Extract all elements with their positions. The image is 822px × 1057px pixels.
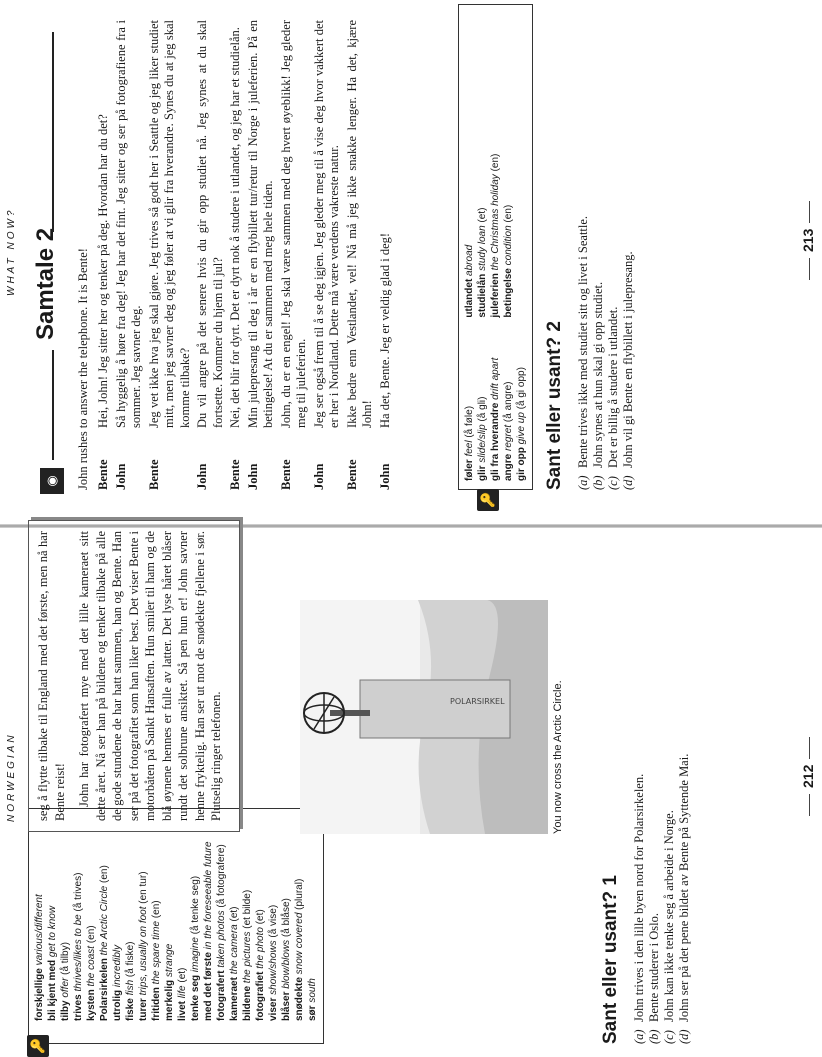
- vocab-gloss: imagine: [190, 937, 201, 973]
- vocab-gloss: taken photos: [216, 910, 227, 968]
- dialogue-text: Ikke bedre enn Vestlandet, vel! Nå må jeg ikke snakke lenger. Ha det, kjære John!: [344, 20, 374, 428]
- vocab-gloss: fish: [125, 979, 136, 996]
- vocabulary-box: [28, 808, 324, 1055]
- quiz-section: [544, 20, 636, 490]
- running-head: WHAT NOW?: [6, 207, 17, 296]
- quiz-title: Sant eller usant? 2: [544, 321, 565, 490]
- quiz-item-text: John synes at hun skal gi opp studiet.: [591, 281, 605, 468]
- vocab-note: (å tilby): [60, 942, 71, 978]
- dialogue-line: [96, 20, 112, 490]
- vocab-entry: [111, 815, 124, 1021]
- speaker-name: John: [377, 463, 392, 490]
- key-icon: 🔑: [27, 1035, 49, 1057]
- vocab-gloss: various/different: [34, 894, 45, 966]
- vocab-term: bildene: [242, 985, 253, 1021]
- dialogue-text: Jeg ser også frem til å se deg igjen. Jeg gleder meg til å vise deg hvor vakkert det er her i Nordland. Dette må være verdens vakreste natur.: [311, 20, 341, 428]
- vocab-entry: [215, 815, 228, 1021]
- right-page: [0, 0, 822, 526]
- left-page: [0, 526, 822, 1055]
- quiz-item: [647, 544, 662, 1044]
- dialogue-text: John, du er en engel! Jeg skal være sammen med deg hvert øyeblikk! Jeg gleder meg til juleferien.: [278, 20, 308, 428]
- quiz-item-text: Bente trives ikke med studiet sitt og livet i Seattle.: [576, 215, 590, 468]
- title-rule: [52, 350, 54, 460]
- vocab-note: (en): [503, 204, 514, 226]
- quiz-item-label: (a): [632, 1029, 646, 1044]
- vocab-term: snødekte: [294, 977, 305, 1021]
- dialogue: [96, 20, 395, 490]
- vocab-gloss: life: [177, 985, 188, 999]
- vocab-note: (et): [177, 967, 188, 986]
- vocab-term: betingelse: [503, 268, 514, 318]
- quiz-item-text: John trives i den lille byen nord for Polarsirkelen.: [632, 773, 646, 1022]
- dialogue-text: Hei, John! Jeg sitter her og tenker på deg. Hvordan har du det?: [96, 114, 110, 428]
- speaker-name: John: [195, 463, 209, 490]
- vocab-term: utrolig: [112, 989, 123, 1021]
- photo-caption: You now cross the Arctic Circle.: [552, 680, 564, 834]
- vocab-note: (å gi opp): [516, 367, 527, 413]
- vocab-entry: [189, 815, 202, 1021]
- vocab-term: livet: [177, 1000, 188, 1021]
- vocab-gloss: drift apart: [490, 357, 501, 400]
- dialogue-line: [147, 20, 194, 490]
- dialogue-line: [246, 20, 277, 490]
- vocab-note: (en): [151, 900, 162, 921]
- vocab-entry: [124, 815, 137, 1021]
- vocab-note: (å tenke seg): [190, 875, 201, 938]
- vocab-gloss: strange: [164, 943, 175, 978]
- dialogue-title: Samtale 2: [32, 227, 59, 340]
- vocabulary-list: [33, 815, 319, 1021]
- quiz-item-label: (d): [677, 1029, 691, 1044]
- vocab-note: (å gli): [477, 396, 488, 425]
- vocab-note: (et): [229, 906, 240, 925]
- vocab-term: tenke seg: [190, 974, 201, 1021]
- vocabulary-list: [463, 154, 528, 318]
- dialogue-line: [345, 20, 376, 490]
- vocab-gloss: in the foreseeable future: [203, 841, 214, 950]
- dialogue-header: [30, 24, 70, 494]
- quiz-item: [576, 20, 591, 490]
- vocab-gloss: trips, usually on foot: [138, 906, 149, 996]
- speaker-name: Bente: [344, 459, 359, 490]
- speaker-name: John: [245, 463, 260, 490]
- quiz-item: [662, 544, 677, 1044]
- quiz-item-label: (a): [576, 475, 590, 490]
- vocab-entry: [502, 358, 515, 481]
- vocab-note: (å blåse): [281, 898, 292, 940]
- vocab-note: (å vise): [268, 904, 279, 941]
- vocab-note: (å angre): [503, 381, 514, 425]
- vocab-gloss: incredibly: [112, 944, 123, 988]
- vocab-term: føler: [464, 459, 475, 481]
- vocab-entry: [489, 358, 502, 481]
- speaker-name: Bente: [96, 459, 110, 490]
- vocab-entry: [202, 815, 215, 1021]
- vocab-term: fotografiet: [255, 971, 266, 1021]
- reading-paragraph: seg å flytte tilbake til England med det første, men nå har Bente reist!: [36, 531, 67, 821]
- vocab-term: utlandet: [464, 278, 475, 318]
- vocab-term: Polarsirkelen: [99, 958, 110, 1021]
- quiz-item: [606, 20, 621, 490]
- vocab-gloss: thrives/likes to be: [73, 914, 84, 992]
- vocab-note: (en): [99, 865, 110, 886]
- vocab-entry: [241, 815, 254, 1021]
- vocab-note: (å føle): [464, 405, 475, 441]
- vocab-term: gli fra hverandre: [490, 402, 501, 481]
- vocab-note: (å trives): [73, 872, 84, 915]
- speaker-name: Bente: [228, 459, 242, 490]
- vocab-term: turer: [138, 998, 149, 1021]
- dialogue-line: [279, 20, 310, 490]
- vocab-entry: [150, 815, 163, 1021]
- vocab-gloss: the spare time: [151, 920, 162, 985]
- key-icon: 🔑: [477, 489, 499, 511]
- page-number: 212: [800, 731, 816, 822]
- dialogue-line: [312, 20, 343, 490]
- vocab-gloss: blow/blows: [281, 939, 292, 989]
- vocab-term: kysten: [86, 989, 97, 1021]
- vocab-entry: [267, 815, 280, 1021]
- vocab-gloss: the coast: [86, 945, 97, 987]
- vocab-entry: [228, 815, 241, 1021]
- speaker-name: Bente: [146, 459, 161, 490]
- dialogue-text: Jeg vet ikke hva jeg skal gjøre. Jeg trives så godt her i Seattle og jeg liker studiet mitt, men jeg savner deg og jeg føler at vi glir fra hverandre. Synes du at jeg skal komme tilbake?: [146, 20, 192, 428]
- reading-passage: [28, 520, 240, 832]
- quiz-items: [632, 544, 692, 1044]
- vocab-gloss: south: [307, 978, 318, 1003]
- vocab-term: tilby: [60, 1000, 71, 1021]
- vocab-gloss: the Arctic Circle: [99, 885, 110, 956]
- quiz-item-text: Det er billig å studere i utlandet.: [606, 306, 620, 468]
- vocab-term: gir opp: [516, 447, 527, 481]
- quiz-item-label: (b): [591, 475, 605, 490]
- dialogue-text: Ha det, Bente. Jeg er veldig glad i deg!: [377, 232, 392, 428]
- vocab-gloss: get to know: [47, 905, 58, 958]
- quiz-item: [621, 20, 636, 490]
- vocab-gloss: offer: [60, 977, 71, 998]
- vocab-gloss: show/shows: [268, 940, 279, 995]
- vocab-term: studielån: [477, 273, 488, 318]
- quiz-item-text: John ser på det pene bildet av Bente på Syttende Mai.: [677, 753, 691, 1022]
- running-head: NORWEGIAN: [6, 732, 17, 822]
- vocab-gloss: condition: [503, 225, 514, 266]
- vocab-note: (et): [255, 909, 266, 928]
- vocab-term: fritiden: [151, 987, 162, 1021]
- quiz-item-label: (d): [621, 475, 635, 490]
- vocab-entry: [489, 154, 502, 318]
- dialogue-line: [114, 20, 145, 490]
- vocab-term: sør: [307, 1005, 318, 1021]
- dialogue-line: [228, 20, 244, 490]
- title-rule: [52, 32, 54, 232]
- speaker-name: Bente: [278, 459, 293, 490]
- vocab-entry: [33, 815, 46, 1021]
- vocab-term: trives: [73, 994, 84, 1021]
- vocab-entry: [137, 815, 150, 1021]
- vocab-entry: [59, 815, 72, 1021]
- vocab-gloss: the pictures: [242, 931, 253, 984]
- reading-paragraph: John har fotografert mye med det lille kameraet sitt dette året. Nå ser han på bildene og tenker tilbake på alle de gode stundene de har hatt sammen, han og Bente. Han ser på det fotografiet som han liker best. Det viser Bente i motorbåten på Sankt Hansaften. Hun smiler til ham og de blå øynene hennes er fulle av latter. Det lyse håret blåser rundt det solbrune ansiktet. Så pen hun er! John savner henne fryktelig. Han ser ut mot de snødekte fjellene i sør. Plutselig ringer telefonen.: [77, 531, 223, 821]
- arctic-circle-photo: [300, 600, 548, 834]
- vocab-entry: [515, 358, 528, 481]
- quiz-item-text: John kan ikke tenke seg å arbeide i Norge.: [662, 810, 676, 1022]
- vocab-note: (et): [477, 207, 488, 226]
- vocabulary-list: [463, 358, 528, 481]
- vocab-term: merkelig: [164, 979, 175, 1021]
- vocab-note: (en): [86, 925, 97, 946]
- quiz-item-text: John vil gi Bente en flybillett i julepresang.: [621, 251, 635, 468]
- dialogue-text: Du vil angre på det senere hvis du gir opp studiet nå. Jeg synes at du skal fortsette. Kommer du hjem til jul?: [195, 20, 225, 428]
- quiz-item-label: (c): [662, 1030, 676, 1044]
- vocab-term: fiske: [125, 998, 136, 1021]
- vocab-note: (plural): [294, 878, 305, 913]
- quiz-item: [677, 544, 692, 1044]
- dialogue-text: Så hyggelig å høre fra deg! Jeg har det fint. Jeg sitter og ser på fotografiene fra i sommer. Jeg savner deg.: [113, 20, 143, 428]
- vocab-note: (et bilde): [242, 889, 253, 932]
- vocab-gloss: the Christmas holiday: [490, 174, 501, 271]
- vocab-gloss: feel: [464, 440, 475, 457]
- dialogue-text: Min julepresang til deg i år er en flybillett tur/retur til Norge i juleferien. På en betingelse! At du er sammen med meg hele tiden.: [245, 20, 275, 428]
- vocab-entry: [254, 815, 267, 1021]
- vocab-gloss: study loan: [477, 225, 488, 271]
- vocab-term: blåser: [281, 991, 292, 1021]
- dialogue-line: [195, 20, 226, 490]
- vocab-term: med det første: [203, 952, 214, 1021]
- vocab-entry: [476, 154, 489, 318]
- vocab-gloss: slide/slip: [477, 424, 488, 463]
- vocab-term: glir: [477, 465, 488, 481]
- quiz-section: [600, 544, 692, 1044]
- vocab-term: kameraet: [229, 977, 240, 1021]
- vocab-entry: [463, 154, 476, 318]
- vocab-gloss: abroad: [464, 244, 475, 276]
- quiz-item-label: (c): [606, 476, 620, 490]
- vocab-gloss: regret: [503, 424, 514, 451]
- vocab-gloss: the photo: [255, 927, 266, 969]
- vocab-entry: [163, 815, 176, 1021]
- speaker-name: John: [113, 463, 128, 490]
- page-number: 213: [800, 195, 816, 286]
- vocab-term: bli kjent med: [47, 959, 58, 1021]
- vocab-note: (å fotografere): [216, 844, 227, 911]
- vocab-entry: [463, 358, 476, 481]
- quiz-item-label: (b): [647, 1029, 661, 1044]
- vocab-term: fotografert: [216, 970, 227, 1021]
- speaker-name: John: [311, 463, 326, 490]
- quiz-title: Sant eller usant? 1: [600, 875, 621, 1044]
- sign-text: POLARSIRKEL: [450, 697, 505, 706]
- vocab-note: (en): [490, 153, 501, 175]
- vocab-gloss: the camera: [229, 924, 240, 975]
- vocab-entry: [72, 815, 85, 1021]
- vocab-gloss: give up: [516, 412, 527, 445]
- quiz-items: [576, 20, 636, 490]
- quiz-item: [591, 20, 606, 490]
- vocab-term: juleferien: [490, 273, 501, 318]
- vocab-term: angre: [503, 453, 514, 481]
- vocab-entry: [293, 815, 306, 1021]
- vocab-entry: [502, 154, 515, 318]
- vocab-note: (å fiske): [125, 941, 136, 980]
- vocab-entry: [280, 815, 293, 1021]
- vocab-entry: [85, 815, 98, 1021]
- audio-icon: ◉: [40, 468, 64, 494]
- dialogue-intro: John rushes to answer the telephone. It is Bente!: [76, 248, 90, 490]
- dialogue-text: Nei, det blir for dyrt. Det er dyrt nok å studere i utlandet, og jeg har et studielån.: [228, 27, 242, 428]
- vocab-note: (en tur): [138, 871, 149, 907]
- vocab-entry: [176, 815, 189, 1021]
- vocabulary-box: [458, 4, 533, 509]
- vocab-term: forskjellige: [34, 968, 45, 1021]
- vocab-entry: [98, 815, 111, 1021]
- quiz-item: [632, 544, 647, 1044]
- vocab-entry: [46, 815, 59, 1021]
- dialogue-line: [378, 20, 394, 490]
- vocab-gloss: snow covered: [294, 912, 305, 975]
- vocab-term: viser: [268, 997, 279, 1021]
- quiz-item-text: Bente studerer i Oslo.: [647, 912, 661, 1022]
- vocab-entry: [476, 358, 489, 481]
- vocab-entry: [306, 815, 319, 1021]
